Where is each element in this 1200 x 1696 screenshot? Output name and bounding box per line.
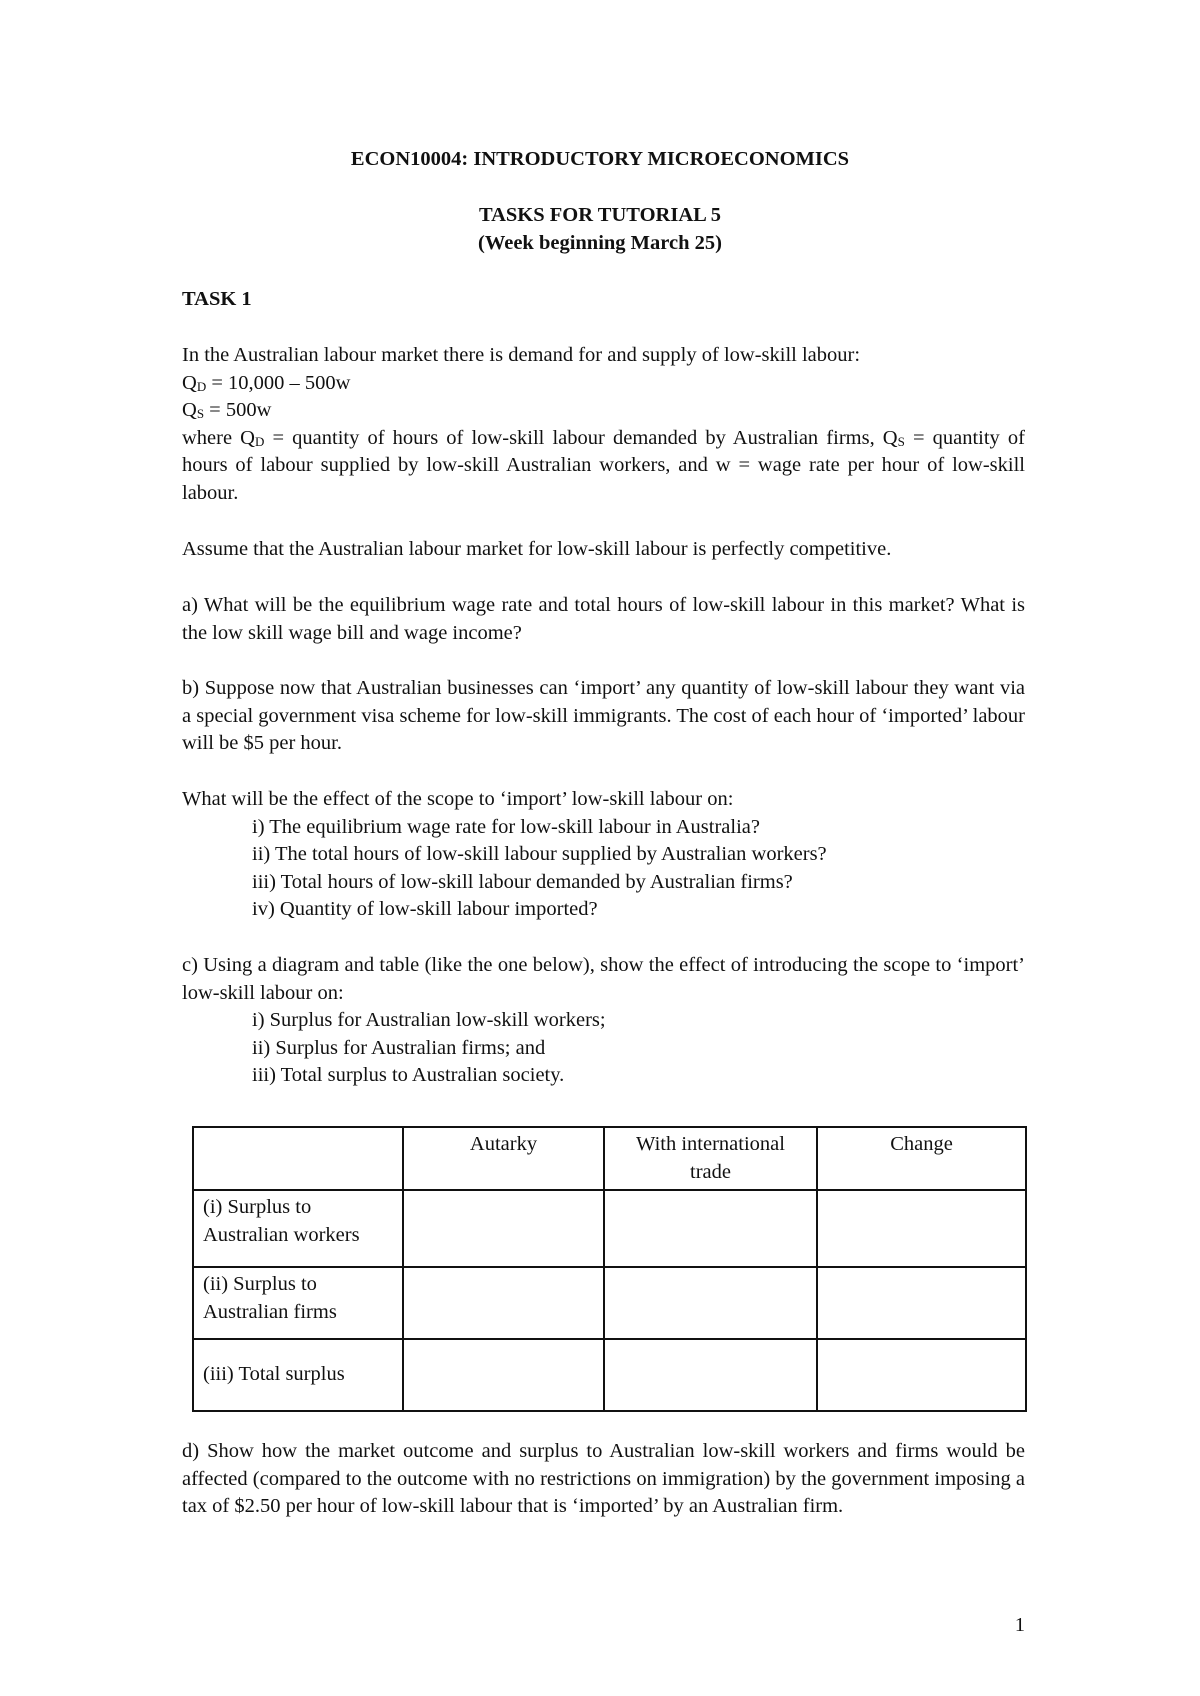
supply-subscript: S	[196, 406, 205, 421]
definition-sub-2: S	[897, 433, 905, 449]
definition-part-3: = quantity of hours of labour supplied by low-skill Australian workers, and w = wage rate per hour of low-skill labour.	[182, 426, 1025, 504]
question-c: c) Using a diagram and table (like the one below), show the effect of introducing the scope to ‘import’ low-skill labour on:	[182, 954, 1025, 1004]
question-b-item: ii) The total hours of low-skill labour supplied by Australian workers?	[252, 843, 827, 865]
table-row-label: (iii) Total surplus	[193, 1339, 403, 1411]
question-b: b) Suppose now that Australian businesses can ‘import’ any quantity of low-skill labour they want via a special government visa scheme for low-skill immigrants. The cost of each hour of ‘imported’ labour will be $5 per hour.	[182, 677, 1025, 754]
definition-part-2: = quantity of hours of low-skill labour demanded by Australian firms, Q	[264, 426, 898, 449]
question-b-list	[182, 786, 1025, 924]
question-b-item: iii) Total hours of low-skill labour demanded by Australian firms?	[252, 870, 793, 893]
surplus-table	[192, 1126, 1027, 1412]
page-number: 1	[1014, 1614, 1025, 1636]
table-cell	[817, 1339, 1026, 1411]
table-cell	[817, 1190, 1026, 1267]
intro-paragraph	[182, 342, 1025, 507]
tasks-title: TASKS FOR TUTORIAL 5	[478, 204, 722, 226]
table-header-cell: With international trade	[604, 1127, 817, 1190]
intro-text: In the Australian labour market there is demand for and supply of low-skill labour:	[182, 344, 861, 366]
demand-symbol: Q	[182, 371, 197, 394]
demand-equation	[182, 370, 1025, 398]
question-a: a) What will be the equilibrium wage rate and total hours of low-skill labour in this market? What is the low skill wage bill and wage income?	[182, 594, 1025, 644]
question-c-list	[182, 952, 1025, 1090]
table-cell	[403, 1339, 604, 1411]
table-header-cell	[193, 1127, 403, 1190]
table-header-cell: Autarky	[403, 1127, 604, 1190]
table-cell	[604, 1339, 817, 1411]
assumption-text: Assume that the Australian labour market for low-skill labour is perfectly competitive.	[182, 538, 892, 560]
question-b-item: iv) Quantity of low-skill labour imported?	[252, 898, 598, 920]
table-cell	[604, 1190, 817, 1267]
demand-subscript: D	[196, 378, 207, 394]
supply-rhs: = 500w	[204, 399, 272, 421]
table-cell	[403, 1190, 604, 1267]
table-cell	[604, 1267, 817, 1339]
week-subtitle: (Week beginning March 25)	[478, 232, 722, 254]
definition-sub-1: D	[255, 433, 265, 449]
table-cell	[817, 1267, 1026, 1339]
table-row-label: (ii) Surplus to Australian firms	[193, 1267, 403, 1339]
question-c-item: i) Surplus for Australian low-skill workers;	[252, 1009, 606, 1031]
question-c-item: ii) Surplus for Australian firms; and	[252, 1036, 546, 1059]
table-header-cell: Change	[817, 1127, 1026, 1190]
question-c-item: iii) Total surplus to Australian society.	[252, 1064, 565, 1086]
question-b-lead: What will be the effect of the scope to ‘import’ low-skill labour on:	[182, 788, 734, 810]
table-row	[193, 1190, 1026, 1267]
question-d: d) Show how the market outcome and surplus to Australian low-skill workers and firms would be affected (compared to the outcome with no restrictions on immigration) by the government imposing a tax of $2.50 per hour of low-skill labour that is ‘imported’ by an Australian firm.	[182, 1440, 1025, 1517]
course-title: ECON10004: INTRODUCTORY MICROECONOMICS	[350, 148, 850, 170]
table-header-row	[193, 1127, 1026, 1190]
definition-part-1: where Q	[182, 426, 255, 449]
task-heading: TASK 1	[182, 288, 252, 310]
supply-symbol: Q	[182, 399, 197, 421]
table-row	[193, 1339, 1026, 1411]
table-cell	[403, 1267, 604, 1339]
table-row	[193, 1267, 1026, 1339]
question-b-item: i) The equilibrium wage rate for low-skill labour in Australia?	[252, 815, 760, 838]
table-row-label: (i) Surplus to Australian workers	[193, 1190, 403, 1267]
supply-equation	[182, 397, 1025, 425]
demand-rhs: = 10,000 – 500w	[206, 371, 351, 394]
definition-text	[182, 425, 1025, 508]
